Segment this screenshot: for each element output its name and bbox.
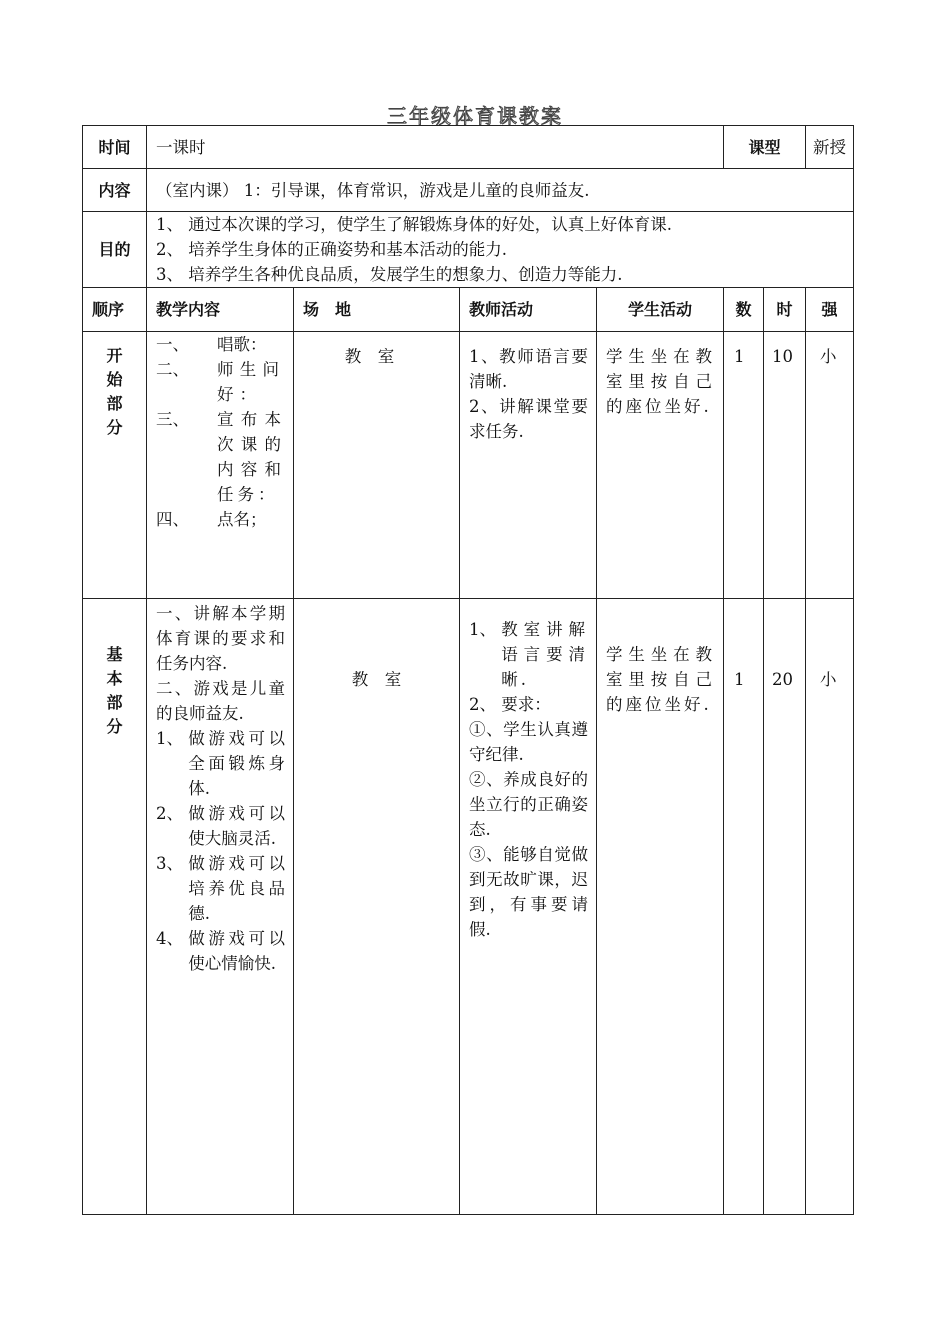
list-item: 一、 唱歌： [156,335,267,354]
lesson-type-label: 课型 [724,126,806,169]
time-value: 一课时 [147,126,724,169]
teacher-item: 1、教师语言要清晰. [469,347,588,391]
list-item: 三、 宣布本次课的内容和任务： [156,410,285,504]
goal-item: 2、 培养学生身体的正确姿势和基本活动的能力. [156,240,507,259]
start-count: 1 [724,332,764,599]
col-header-venue: 场 地 [294,288,460,332]
col-header-order: 顺序 [83,288,147,332]
time-label: 时间 [83,126,147,169]
basic-venue: 教 室 [294,599,460,1215]
list-item: 2、 做游戏可以使大脑灵活. [156,804,285,848]
teacher-item: 2、 要求： [469,695,551,714]
intro-text: 一、讲解本学期体育课的要求和任务内容. [156,604,285,673]
content-value: （室内课） 1：引导课，体育常识，游戏是儿童的良师益友. [147,169,854,212]
list-item: 1、 做游戏可以全面锻炼身体. [156,729,285,798]
start-teacher-activity [460,332,597,599]
start-student-activity: 学生坐在教室里按自己的座位坐好. [597,332,724,599]
col-header-teacher-activity: 教师活动 [460,288,597,332]
basic-time: 20 [764,599,806,1215]
list-item: 二、 师生问好： [156,360,285,404]
goal-label: 目的 [83,212,147,288]
goal-item: 1、 通过本次课的学习，使学生了解锻炼身体的好处，认真上好体育课. [156,215,672,234]
list-item: 4、 做游戏可以使心情愉快. [156,929,285,973]
col-header-teaching-content: 教学内容 [147,288,294,332]
col-header-student-activity: 学生活动 [597,288,724,332]
teacher-item: 1、 教室讲解语言要清晰. [469,620,588,689]
start-time: 10 [764,332,806,599]
lesson-type-value: 新授 [806,126,854,169]
start-intensity: 小 [806,332,854,599]
intro-text: 二、游戏是儿童的良师益友. [156,679,285,723]
goal-item: 3、 培养学生各种优良品质，发展学生的想象力、创造力等能力. [156,265,623,284]
teacher-item: 2、讲解课堂要求任务. [469,397,588,441]
teacher-item: ③、能够自觉做到无故旷课，迟到，有事要请假. [469,845,588,939]
start-venue: 教 室 [294,332,460,599]
list-item: 四、 点名； [156,510,267,529]
section-label-start: 开 始 部 分 [83,332,147,599]
list-item: 3、 做游戏可以培养优良品德. [156,854,285,923]
lesson-plan-table [82,125,854,1215]
basic-count: 1 [724,599,764,1215]
goal-list [147,212,854,288]
section-label-basic: 基 本 部 分 [83,599,147,1215]
teacher-item: ①、学生认真遵守纪律. [469,720,588,764]
content-label: 内容 [83,169,147,212]
basic-teaching-content [147,599,294,1215]
start-teaching-content [147,332,294,599]
document-title: 三年级体育课教案 [387,104,563,128]
basic-teacher-activity [460,599,597,1215]
teacher-item: ②、养成良好的坐立行的正确姿态. [469,770,588,839]
basic-intensity: 小 [806,599,854,1215]
col-header-count: 数 [724,288,764,332]
col-header-intensity: 强 [806,288,854,332]
col-header-time: 时 [764,288,806,332]
basic-student-activity: 学生坐在教室里按自己的座位坐好. [597,599,724,1215]
